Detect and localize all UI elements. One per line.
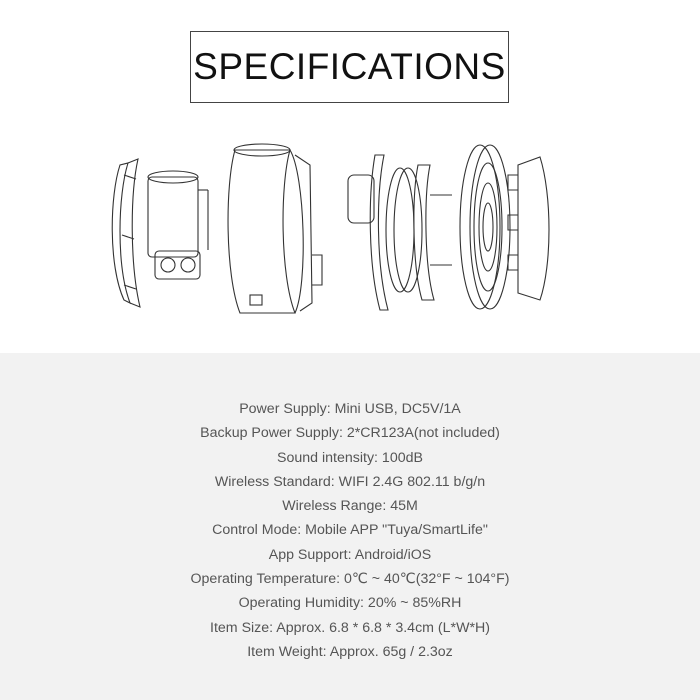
spec-wireless-range: Wireless Range: 45M bbox=[282, 498, 418, 515]
spec-list bbox=[0, 397, 700, 664]
housing-part bbox=[228, 144, 322, 313]
spec-control-mode: Control Mode: Mobile APP "Tuya/SmartLife" bbox=[212, 522, 488, 539]
title-frame bbox=[190, 31, 509, 103]
spec-wireless-standard: Wireless Standard: WIFI 2.4G 802.11 b/g/n bbox=[214, 473, 486, 490]
front-cap-part bbox=[508, 157, 549, 300]
exploded-device-diagram-icon bbox=[100, 135, 570, 335]
pcb-part bbox=[348, 155, 452, 310]
page-title: SPECIFICATIONS bbox=[193, 46, 506, 87]
spec-app-support: App Support: Android/iOS bbox=[268, 546, 432, 563]
battery-holder-part bbox=[148, 171, 208, 279]
spec-backup-power: Backup Power Supply: 2*CR123A(not included) bbox=[200, 425, 500, 442]
spec-item-weight: Item Weight: Approx. 65g / 2.3oz bbox=[247, 643, 453, 660]
spec-item-size: Item Size: Approx. 6.8 * 6.8 * 3.4cm (L*W*H) bbox=[210, 619, 490, 636]
spec-power-supply: Power Supply: Mini USB, DC5V/1A bbox=[239, 401, 461, 417]
back-cover-part bbox=[112, 159, 140, 307]
spec-operating-humidity: Operating Humidity: 20% ~ 85%RH bbox=[238, 595, 462, 612]
spec-operating-temperature: Operating Temperature: 0℃ ~ 40℃(32°F ~ 104°F) bbox=[190, 571, 510, 588]
grille-part bbox=[460, 145, 510, 309]
spec-sound-intensity: Sound intensity: 100dB bbox=[277, 449, 423, 466]
